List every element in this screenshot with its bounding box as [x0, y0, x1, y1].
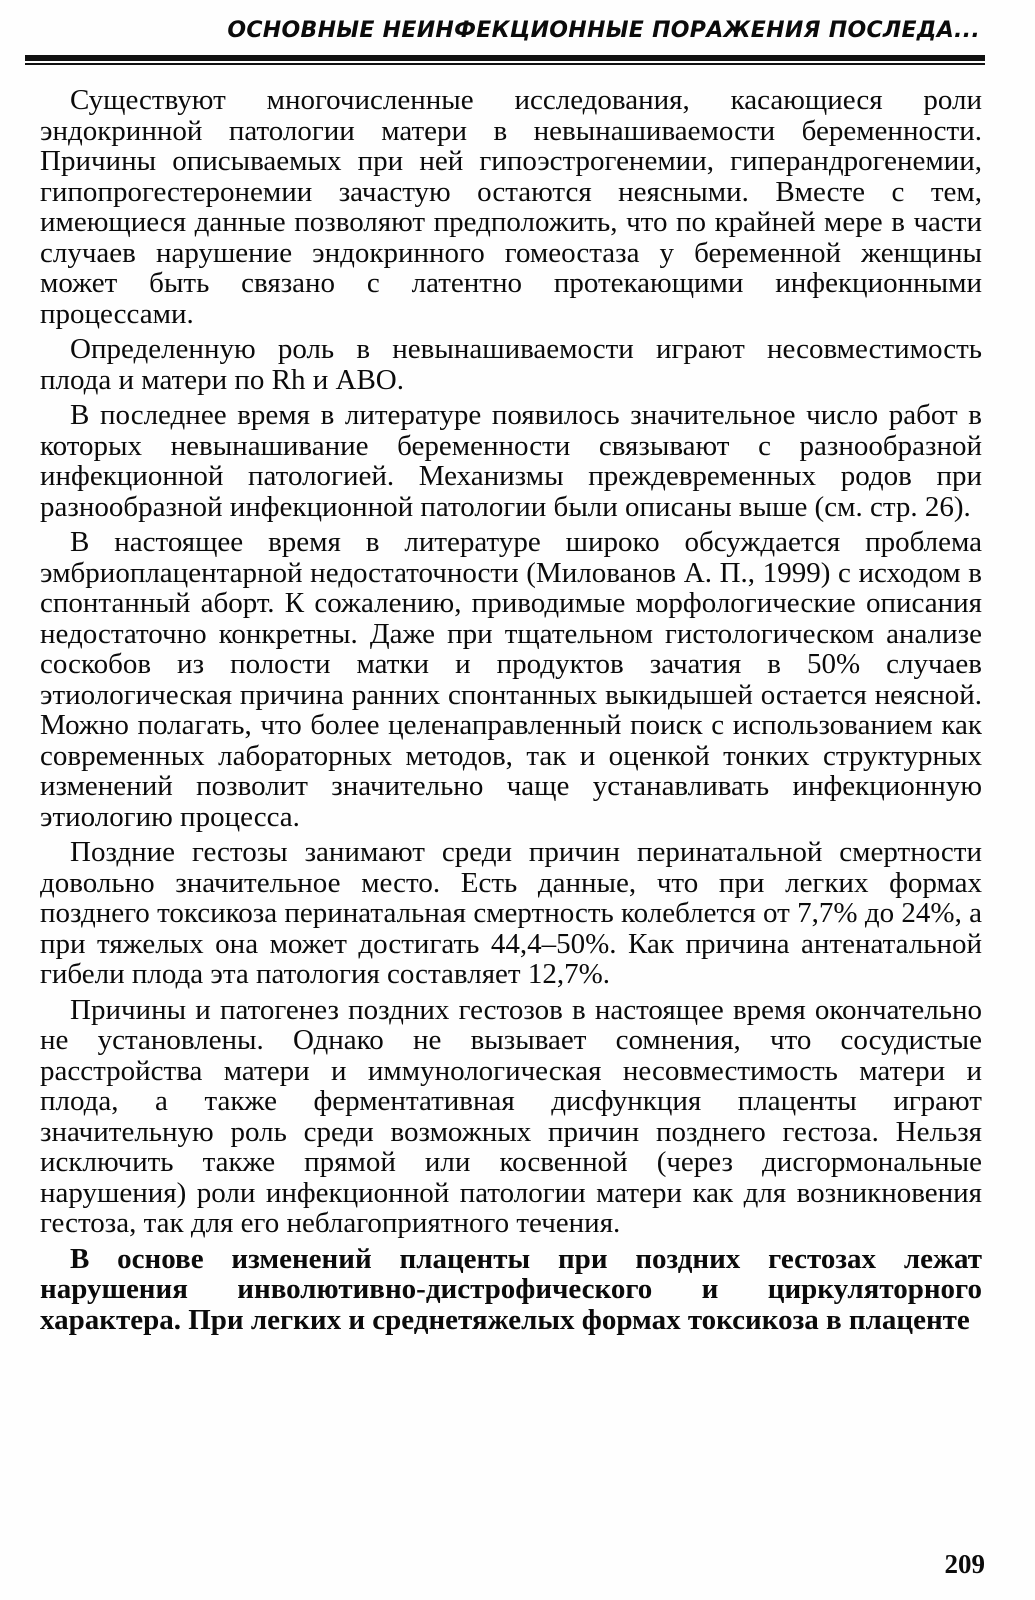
paragraph: В настоящее время в литературе широко обсуждается проблема эмбриоплацентарной недостаточности (Милованов А. П., 1999) с исходом в спонтанный аборт. К сожалению, приводимые морфологические описания недостаточно конкретны. Даже при тщательном гистологическом анализе соскобов из полости матки и продуктов зачатия в 50% случаев этиологическая причина ранних спонтанных выкидышей остается неясной. Можно полагать, что более целенаправленный поиск с использованием как современных лабораторных методов, так и оценкой тонких структурных изменений позволит значительно чаще устанавливать инфекционную этиологию процесса. — [40, 526, 982, 833]
body-text — [40, 85, 982, 1340]
page-number: 209 — [944, 1549, 985, 1579]
paragraph: Существуют многочисленные исследования, касающиеся роли эндокринной патологии матери в невынашиваемости беременности. Причины описываемых при ней гипоэстрогенемии, гиперандрогенемии, гипопрогестеронемии зачастую остаются неясными. Вместе с тем, имеющиеся данные позволяют предположить, что по крайней мере в части случаев нарушение эндокринного гомеостаза у беременной женщины может быть связано с латентно протекающими инфекционными процессами. — [40, 84, 982, 330]
paragraph: Поздние гестозы занимают среди причин перинатальной смертности довольно значительное место. Есть данные, что при легких формах позднего токсикоза перинатальная смертность колеблется от 7,7% до 24%, а при тяжелых она может достигать 44,4–50%. Как причина антенатальной гибели плода эта патология составляет 12,7%. — [40, 836, 982, 990]
paragraph: В последнее время в литературе появилось значительное число работ в которых невынашивание беременности связывают с разнообразной инфекционной патологией. Механизмы преждевременных родов при разнообразной инфекционной патологии были описаны выше (см. стр. 26). — [40, 399, 982, 523]
running-header: ОСНОВНЫЕ НЕИНФЕКЦИОННЫЕ ПОРАЖЕНИЯ ПОСЛЕДА... — [227, 18, 980, 43]
paragraph: В основе изменений плаценты при поздних гестозах лежат нарушения инволютивно-дистрофического и циркуляторного характера. При легких и среднетяжелых формах токсикоза в плаценте — [40, 1242, 982, 1336]
paragraph: Причины и патогенез поздних гестозов в настоящее время окончательно не установлены. Однако не вызывает сомнения, что сосудистые расстройства матери и иммунологическая несовместимость матери и плода, а также ферментативная дисфункция плаценты играют значительную роль среди возможных причин позднего гестоза. Нельзя исключить также прямой или косвенной (через дисгормональные нарушения) роли инфекционной патологии матери как для возникновения гестоза, так для его неблагоприятного течения. — [40, 993, 982, 1239]
header-rule — [25, 55, 985, 65]
paragraph: Определенную роль в невынашиваемости играют несовместимость плода и матери по Rh и ABO. — [40, 333, 982, 396]
